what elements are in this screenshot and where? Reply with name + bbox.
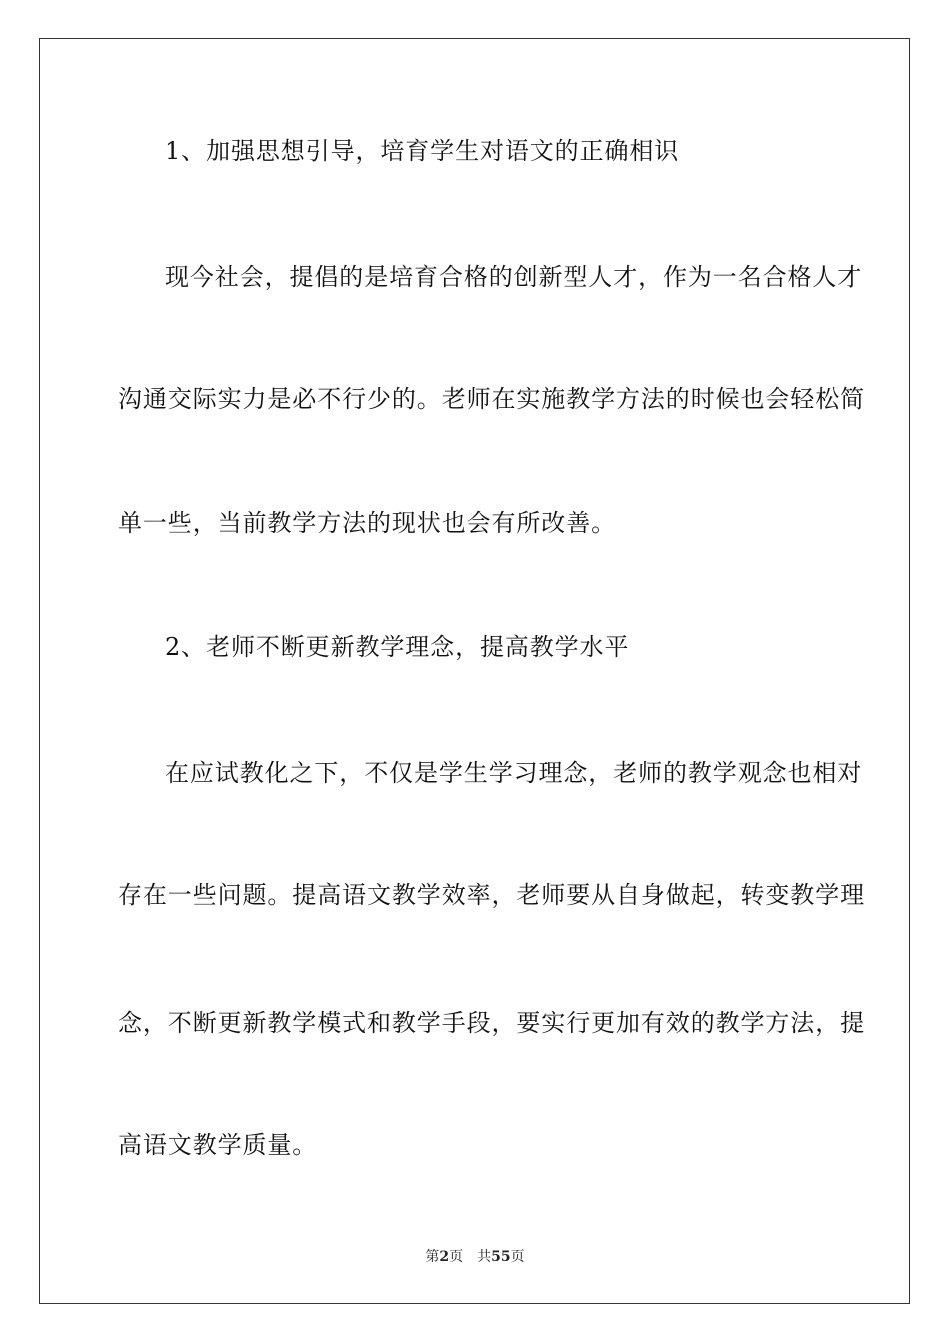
total-suffix: 页 — [510, 1249, 525, 1265]
paragraph-1-line-1: 现今社会，提倡的是培育合格的创新型人才，作为一名合格人才 — [165, 263, 863, 291]
heading-1: 1、加强思想引导，培育学生对语文的正确相识 — [165, 137, 680, 165]
paragraph-2-line-4: 高语文教学质量。 — [118, 1131, 318, 1159]
paragraph-2-line-3: 念，不断更新教学模式和教学手段，要实行更加有效的教学方法，提 — [118, 1009, 865, 1037]
paragraph-1-line-2: 沟通交际实力是必不行少的。老师在实施教学方法的时候也会轻松简 — [118, 385, 865, 413]
total-prefix: 共 — [477, 1249, 492, 1265]
page-footer — [0, 1248, 950, 1266]
page-suffix: 页 — [449, 1249, 464, 1265]
page-prefix: 第 — [425, 1249, 440, 1265]
paragraph-1-line-3: 单一些，当前教学方法的现状也会有所改善。 — [118, 509, 616, 537]
paragraph-2-line-2: 存在一些问题。提高语文教学效率，老师要从自身做起，转变教学理 — [118, 881, 865, 909]
total-pages: 55 — [491, 1249, 511, 1265]
page-border — [39, 38, 910, 1304]
paragraph-2-line-1: 在应试教化之下，不仅是学生学习理念，老师的教学观念也相对 — [165, 759, 863, 787]
heading-2: 2、老师不断更新教学理念，提高教学水平 — [165, 633, 630, 661]
page-number: 2 — [439, 1249, 450, 1265]
